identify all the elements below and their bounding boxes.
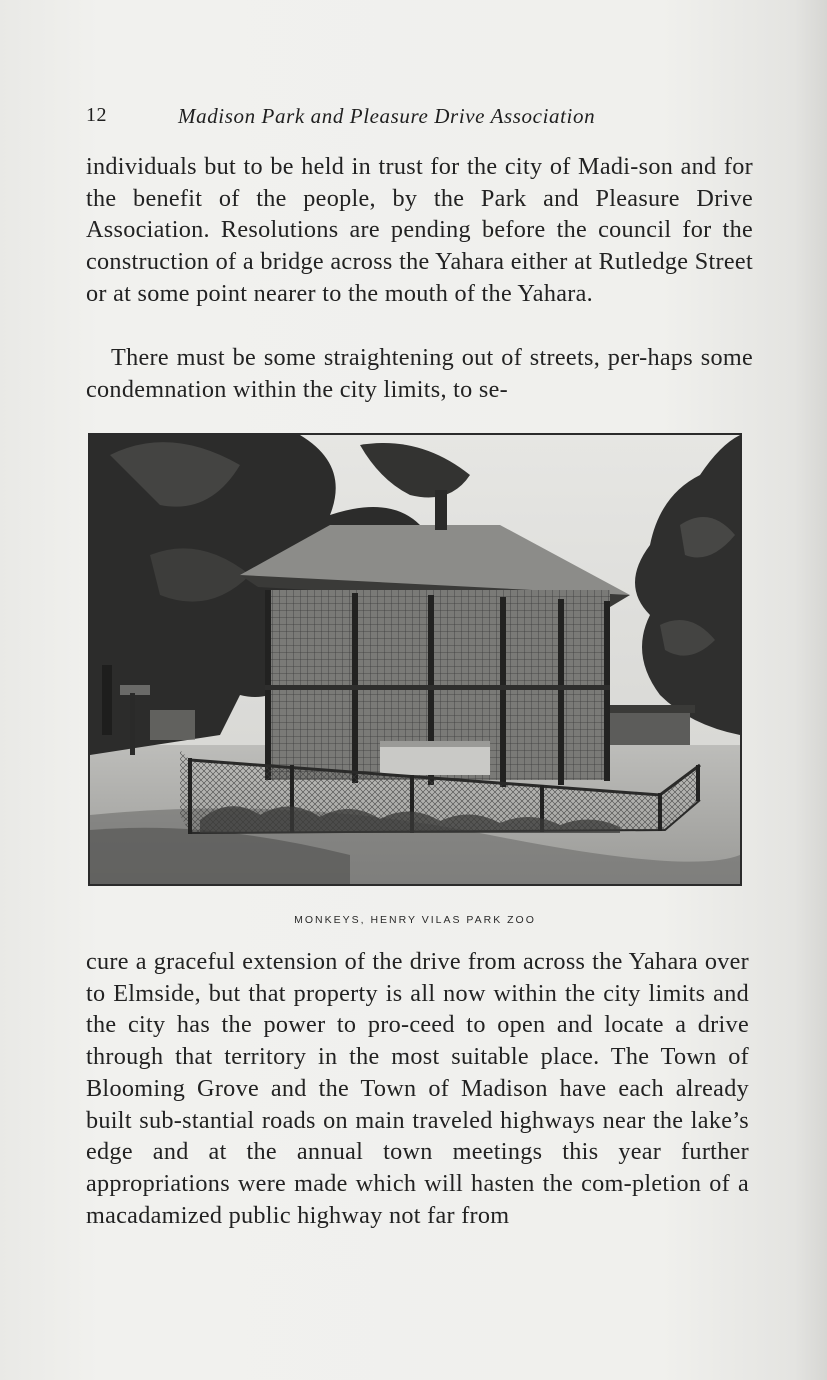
monkey-house-photograph	[88, 433, 742, 886]
page-number: 12	[86, 104, 107, 126]
figure-caption: MONKEYS, HENRY VILAS PARK ZOO	[294, 914, 536, 926]
running-header	[86, 104, 668, 134]
running-title: Madison Park and Pleasure Drive Association	[178, 104, 596, 128]
body-paragraph: cure a graceful extension of the drive from across the Yahara over to Elmside, but that property is all now within the city limits and the city has the power to pro-ceed to open and locate a drive through that territory in the most suitable place. The Town of Blooming Grove and the Town of Madison have each already built sub-stantial roads on main traveled highways near the lake’s edge and at the annual town meetings this year further appropriations were made which will hasten the com-pletion of a macadamized public highway not far from	[86, 948, 749, 1229]
body-paragraph: individuals but to be held in trust for the city of Madi-son and for the benefit of the people, by the Park and Pleasure Drive Association. Resolutions are pending before the council for the construction of a bridge across the Yahara either at Rutledge Street or at some point nearer to the mouth of the Yahara.	[86, 153, 753, 307]
body-paragraph: There must be some straightening out of streets, per-haps some condemnation within the city limits, to se-	[86, 344, 753, 403]
